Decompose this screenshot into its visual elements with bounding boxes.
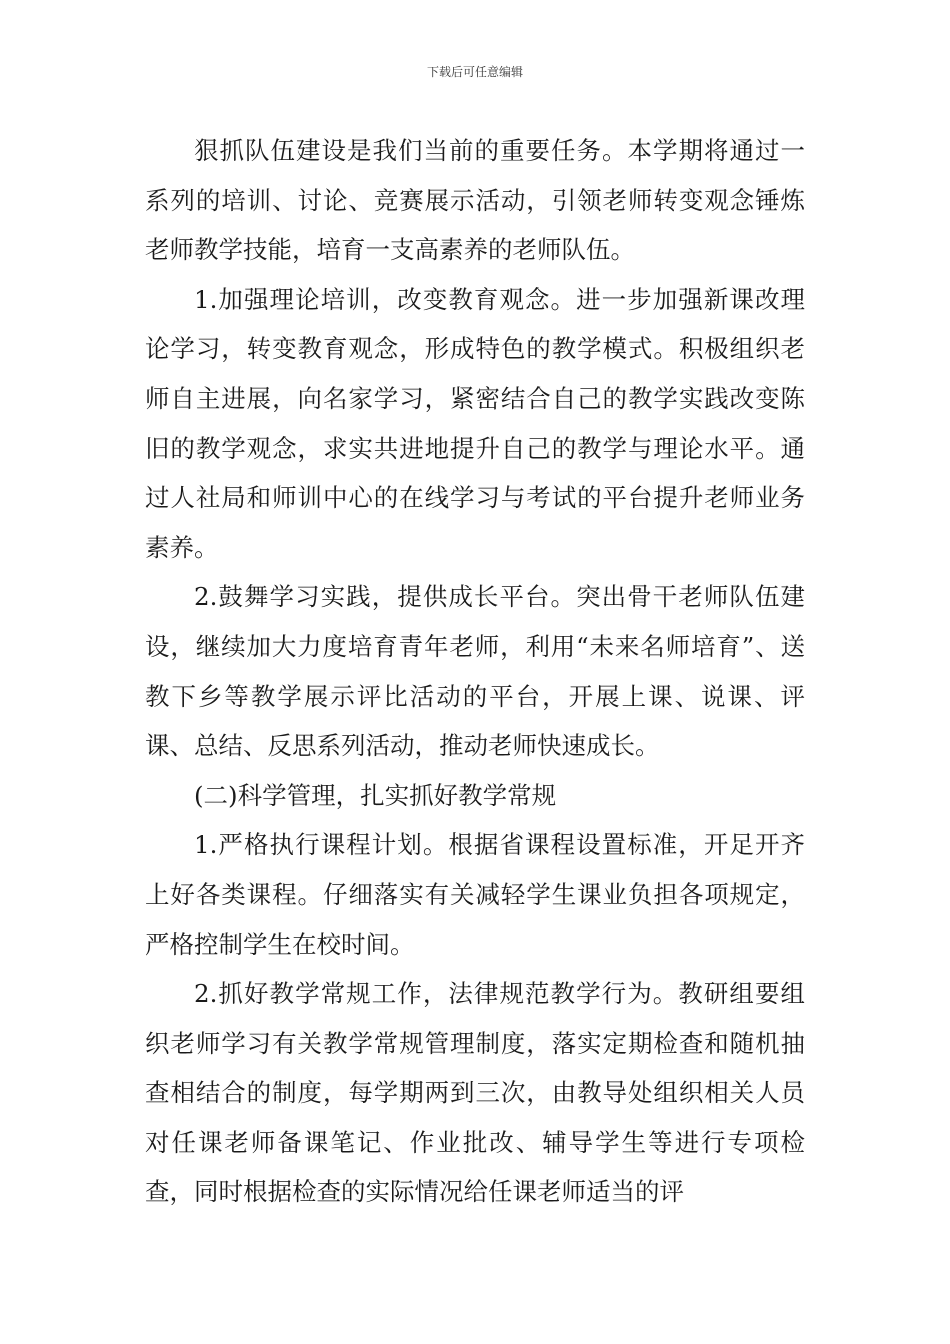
- paragraph-teaching-routine: 2.抓好教学常规工作，法律规范教学行为。教研组要组织老师学习有关教学常规管理制度，落实定期检查和随机抽查相结合的制度，每学期两到三次，由教导处组织相关人员对任课老师备课笔记、作业批改、辅导学生等进行专项检查，同时根据检查的实际情况给任课老师适当的评: [145, 979, 805, 1207]
- section-heading-management: (二)科学管理，扎实抓好教学常规: [194, 780, 557, 810]
- document-body: [145, 126, 805, 1217]
- paragraph-theory-training: 1.加强理论培训，改变教育观念。进一步加强新课改理论学习，转变教育观念，形成特色的教学模式。积极组织老师自主进展，向名家学习，紧密结合自己的教学实践改变陈旧的教学观念，求实共进地提升自己的教学与理论水平。通过人社局和师训中心的在线学习与考试的平台提升老师业务素养。: [145, 284, 805, 562]
- paragraph-practice-platform: 2.鼓舞学习实践，提供成长平台。突出骨干老师队伍建设，继续加大力度培育青年老师，利用“未来名师培育”、送教下乡等教学展示评比活动的平台，开展上课、说课、评课、总结、反思系列活动，推动老师快速成长。: [145, 582, 805, 761]
- page-header: 下载后可任意编辑: [426, 65, 523, 79]
- paragraph-curriculum-plan: 1.严格执行课程计划。根据省课程设置标准，开足开齐上好各类课程。仔细落实有关减轻学生课业负担各项规定，严格控制学生在校时间。: [145, 830, 805, 959]
- paragraph-team-building: 狠抓队伍建设是我们当前的重要任务。本学期将通过一系列的培训、讨论、竞赛展示活动，引领老师转变观念锤炼老师教学技能，培育一支高素养的老师队伍。: [145, 136, 805, 265]
